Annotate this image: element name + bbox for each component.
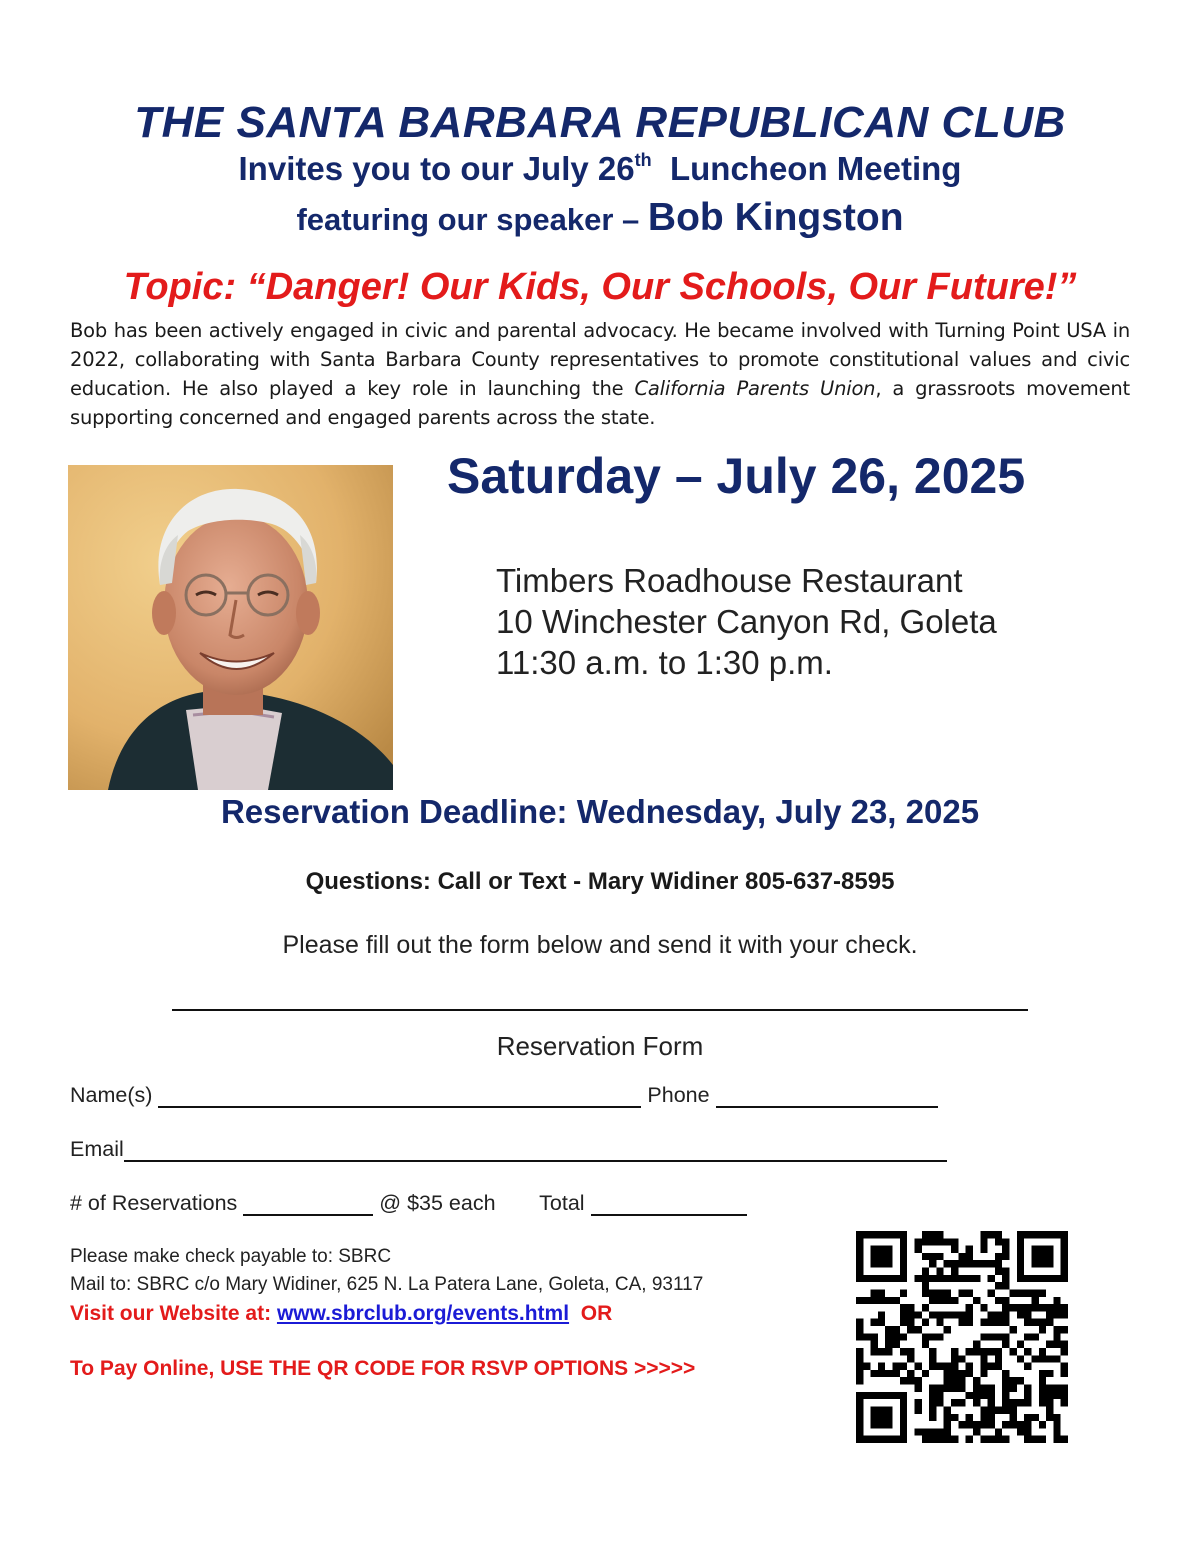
section-divider (172, 1009, 1028, 1011)
venue-block (496, 560, 997, 683)
speaker-bio (70, 316, 1130, 432)
reservation-form-title: Reservation Form (496, 1031, 704, 1061)
mail-to-address: Mail to: SBRC c/o Mary Widiner, 625 N. La Patera Lane, Goleta, CA, 93117 (70, 1274, 704, 1295)
speaker-name: Bob Kingston (647, 196, 904, 239)
reservations-count-field[interactable] (243, 1192, 373, 1216)
name-label: Name(s) (70, 1083, 153, 1107)
rsvp-qr-code-icon[interactable] (856, 1231, 1068, 1443)
questions-contact: Questions: Call or Text - Mary Widiner 805-637-8595 (305, 868, 895, 895)
name-field[interactable] (158, 1084, 641, 1108)
venue-name: Timbers Roadhouse Restaurant (496, 562, 963, 599)
email-label: Email (70, 1137, 124, 1161)
total-label: Total (539, 1191, 585, 1215)
reservations-label: # of Reservations (70, 1191, 238, 1215)
invite-superscript: th (634, 150, 652, 170)
pay-online-note: To Pay Online, USE THE QR CODE FOR RSVP OPTIONS >>>>> (70, 1357, 696, 1380)
invite-line (0, 150, 1200, 188)
email-row (70, 1137, 947, 1162)
reservation-deadline: Reservation Deadline: Wednesday, July 23, 2025 (220, 793, 980, 830)
check-payable-note: Please make check payable to: SBRC (70, 1246, 392, 1267)
club-title: THE SANTA BARBARA REPUBLICAN CLUB (134, 98, 1066, 147)
total-field[interactable] (591, 1192, 747, 1216)
website-suffix: OR (580, 1302, 613, 1325)
event-time: 11:30 a.m. to 1:30 p.m. (496, 644, 833, 681)
website-link[interactable]: www.sbrclub.org/events.html (276, 1302, 570, 1325)
website-prefix: Visit our Website at: (70, 1302, 272, 1325)
reservations-row (70, 1191, 747, 1216)
email-field[interactable] (124, 1138, 947, 1162)
featuring-prefix: featuring our speaker – (296, 202, 640, 237)
website-line (70, 1302, 612, 1326)
phone-label: Phone (647, 1083, 710, 1107)
invite-prefix: Invites you to our July 26 (238, 150, 635, 187)
bio-part-2: , a grassroots movement supporting concerned and engaged parents across the state. (70, 377, 1130, 429)
phone-field[interactable] (716, 1084, 938, 1108)
venue-address: 10 Winchester Canyon Rd, Goleta (496, 603, 997, 640)
price-label: @ $35 each (379, 1191, 496, 1215)
event-date: Saturday – July 26, 2025 (447, 448, 1026, 504)
bio-org-name: California Parents Union (634, 377, 876, 400)
bio-part-1: Bob has been actively engaged in civic and parental advocacy. He became involved with Turning Point USA in 2022, collaborating with Santa Barbara County representatives to promote constitutional values and civic education. He also played a key role in launching the (70, 319, 1130, 400)
topic-heading: Topic: “Danger! Our Kids, Our Schools, Our Future!” (123, 266, 1077, 308)
featuring-line (0, 196, 1200, 240)
speaker-portrait-image (68, 465, 393, 790)
name-phone-row (70, 1083, 938, 1108)
speaker-photo (68, 465, 393, 790)
fill-out-instruction: Please fill out the form below and send it with your check. (282, 931, 918, 959)
invite-suffix: Luncheon Meeting (669, 150, 962, 187)
